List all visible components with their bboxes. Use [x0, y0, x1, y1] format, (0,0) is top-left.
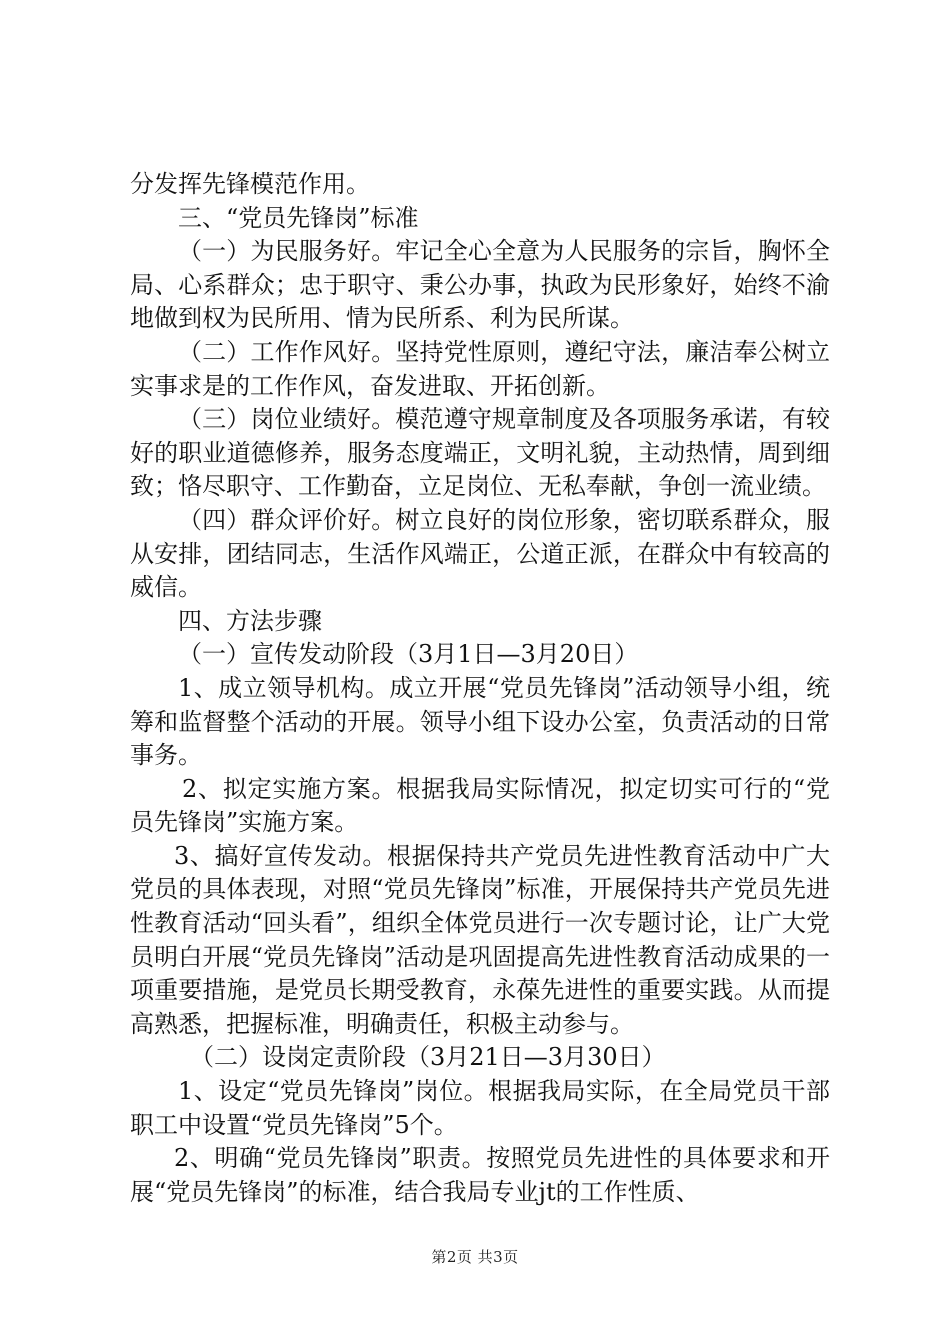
- paragraph-standard-4: （四）群众评价好。树立良好的岗位形象，密切联系群众，服从安排，团结同志，生活作风端正，公道正派，在群众中有较高的威信。: [130, 505, 830, 602]
- heading-section-four: 四、方法步骤: [178, 606, 322, 635]
- heading-section-three: 三、“党员先锋岗”标准: [178, 203, 419, 232]
- paragraph-standard-3: （三）岗位业绩好。模范遵守规章制度及各项服务承诺，有较好的职业道德修养，服务态度端正，文明礼貌，主动热情，周到细致；恪尽职守、工作勤奋，立足岗位、无私奉献，争创一流业绩。: [130, 405, 830, 501]
- paragraph-step-1-2: 2、拟定实施方案。根据我局实际情况，拟定切实可行的“党员先锋岗”实施方案。: [130, 774, 830, 837]
- paragraph-standard-2: （二）工作作风好。坚持党性原则，遵纪守法，廉洁奉公树立实事求是的工作作风，奋发进取、开拓创新。: [130, 337, 830, 400]
- paragraph-step-2-2: 2、明确“党员先锋岗”职责。按照党员先进性的具体要求和开展“党员先锋岗”的标准，结合我局专业jt的工作性质、: [130, 1144, 830, 1206]
- heading-phase-one: （一）宣传发动阶段（3月1日—3月20日）: [178, 640, 639, 669]
- paragraph-continuation: 分发挥先锋模范作用。: [130, 170, 370, 198]
- paragraph-step-1-3: 3、搞好宣传发动。根据保持共产党员先进性教育活动中广大党员的具体表现，对照“党员先锋岗”标准，开展保持共产党员先进性教育活动“回头看”，组织全体党员进行一次专题讨论，让广大党员明白开展“党员先锋岗”活动是巩固提高先进性教育活动成果的一项重要措施，是党员长期受教育，永葆先进性的重要实践。从而提高熟悉，把握标准，明确责任，积极主动参与。: [130, 841, 830, 1038]
- page-footer: 第2页 共3页: [431, 1248, 519, 1266]
- heading-phase-two: （二）设岗定责阶段（3月21日—3月30日）: [190, 1043, 666, 1072]
- paragraph-standard-1: （一）为民服务好。牢记全心全意为人民服务的宗旨，胸怀全局、心系群众；忠于职守、秉公办事，执政为民形象好，始终不渝地做到权为民所用、情为民所系、利为民所谋。: [130, 237, 830, 333]
- paragraph-step-2-1: 1、设定“党员先锋岗”岗位。根据我局实际，在全局党员干部职工中设置“党员先锋岗”5个。: [130, 1077, 830, 1139]
- paragraph-step-1-1: 1、成立领导机构。成立开展“党员先锋岗”活动领导小组，统筹和监督整个活动的开展。领导小组下设办公室，负责活动的日常事务。: [130, 673, 830, 770]
- document-body: [130, 168, 830, 1209]
